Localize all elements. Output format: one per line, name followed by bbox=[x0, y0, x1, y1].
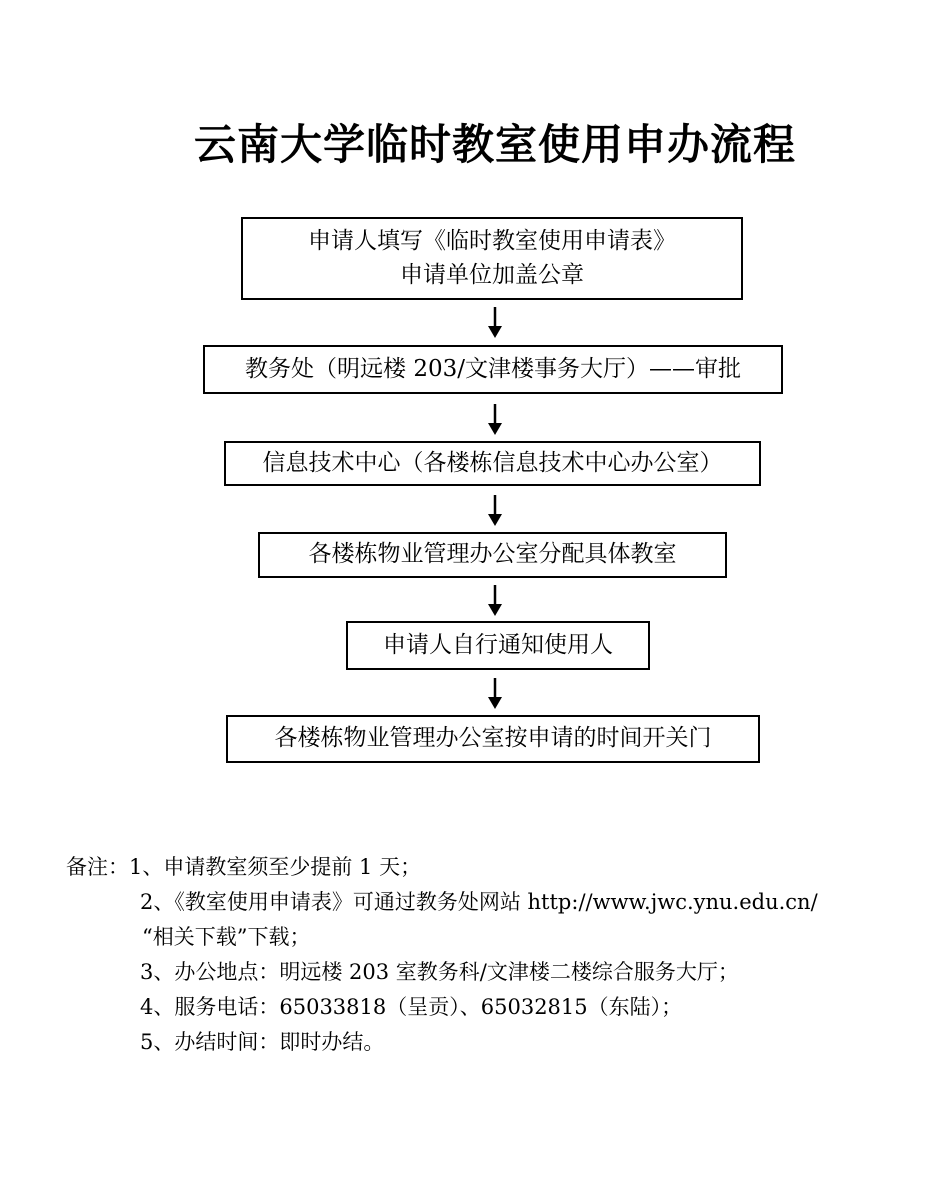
note-item-4: 4、服务电话：65033818（呈贡）、65032815（东陆）； bbox=[140, 995, 683, 1019]
flow-step-5 bbox=[346, 621, 650, 670]
note-item-1-text: 1、申请教室须至少提前 1 天； bbox=[129, 855, 422, 879]
arrow-down-icon bbox=[487, 678, 503, 710]
note-item-3: 3、办公地点：明远楼 203 室教务科/文津楼二楼综合服务大厅； bbox=[140, 960, 739, 984]
flow-step-4 bbox=[258, 532, 727, 578]
notes-label: 备注： bbox=[66, 855, 129, 879]
arrow-down-icon bbox=[487, 404, 503, 436]
flow-step-1-line-2: 申请单位加盖公章 bbox=[400, 261, 584, 288]
page-title: 云南大学临时教室使用申办流程 bbox=[193, 120, 796, 169]
flow-step-1 bbox=[241, 217, 743, 300]
flow-step-6-text: 各楼栋物业管理办公室按申请的时间开关门 bbox=[274, 725, 712, 752]
notes-section bbox=[66, 850, 818, 1060]
flow-step-6 bbox=[226, 715, 760, 763]
flow-step-3 bbox=[224, 441, 761, 486]
note-item-2-continued: “相关下载”下载； bbox=[142, 925, 311, 949]
flow-step-5-text: 申请人自行通知使用人 bbox=[383, 631, 613, 658]
flow-step-4-text: 各楼栋物业管理办公室分配具体教室 bbox=[308, 541, 677, 568]
arrow-down-icon bbox=[487, 495, 503, 527]
note-item-5: 5、办结时间：即时办结。 bbox=[140, 1030, 385, 1054]
note-item-2: 2、《教室使用申请表》可通过教务处网站 http://www.jwc.ynu.edu.cn/ bbox=[140, 890, 818, 914]
arrow-down-icon bbox=[487, 307, 503, 339]
note-item-1 bbox=[66, 850, 818, 885]
flow-step-3-text: 信息技术中心（各楼栋信息技术中心办公室） bbox=[262, 449, 723, 476]
arrow-down-icon bbox=[487, 585, 503, 617]
flow-step-2-text: 教务处（明远楼 203/文津楼事务大厅）——审批 bbox=[245, 355, 741, 382]
flow-step-1-line-1: 申请人填写《临时教室使用申请表》 bbox=[308, 228, 676, 255]
flow-step-2 bbox=[203, 345, 783, 394]
